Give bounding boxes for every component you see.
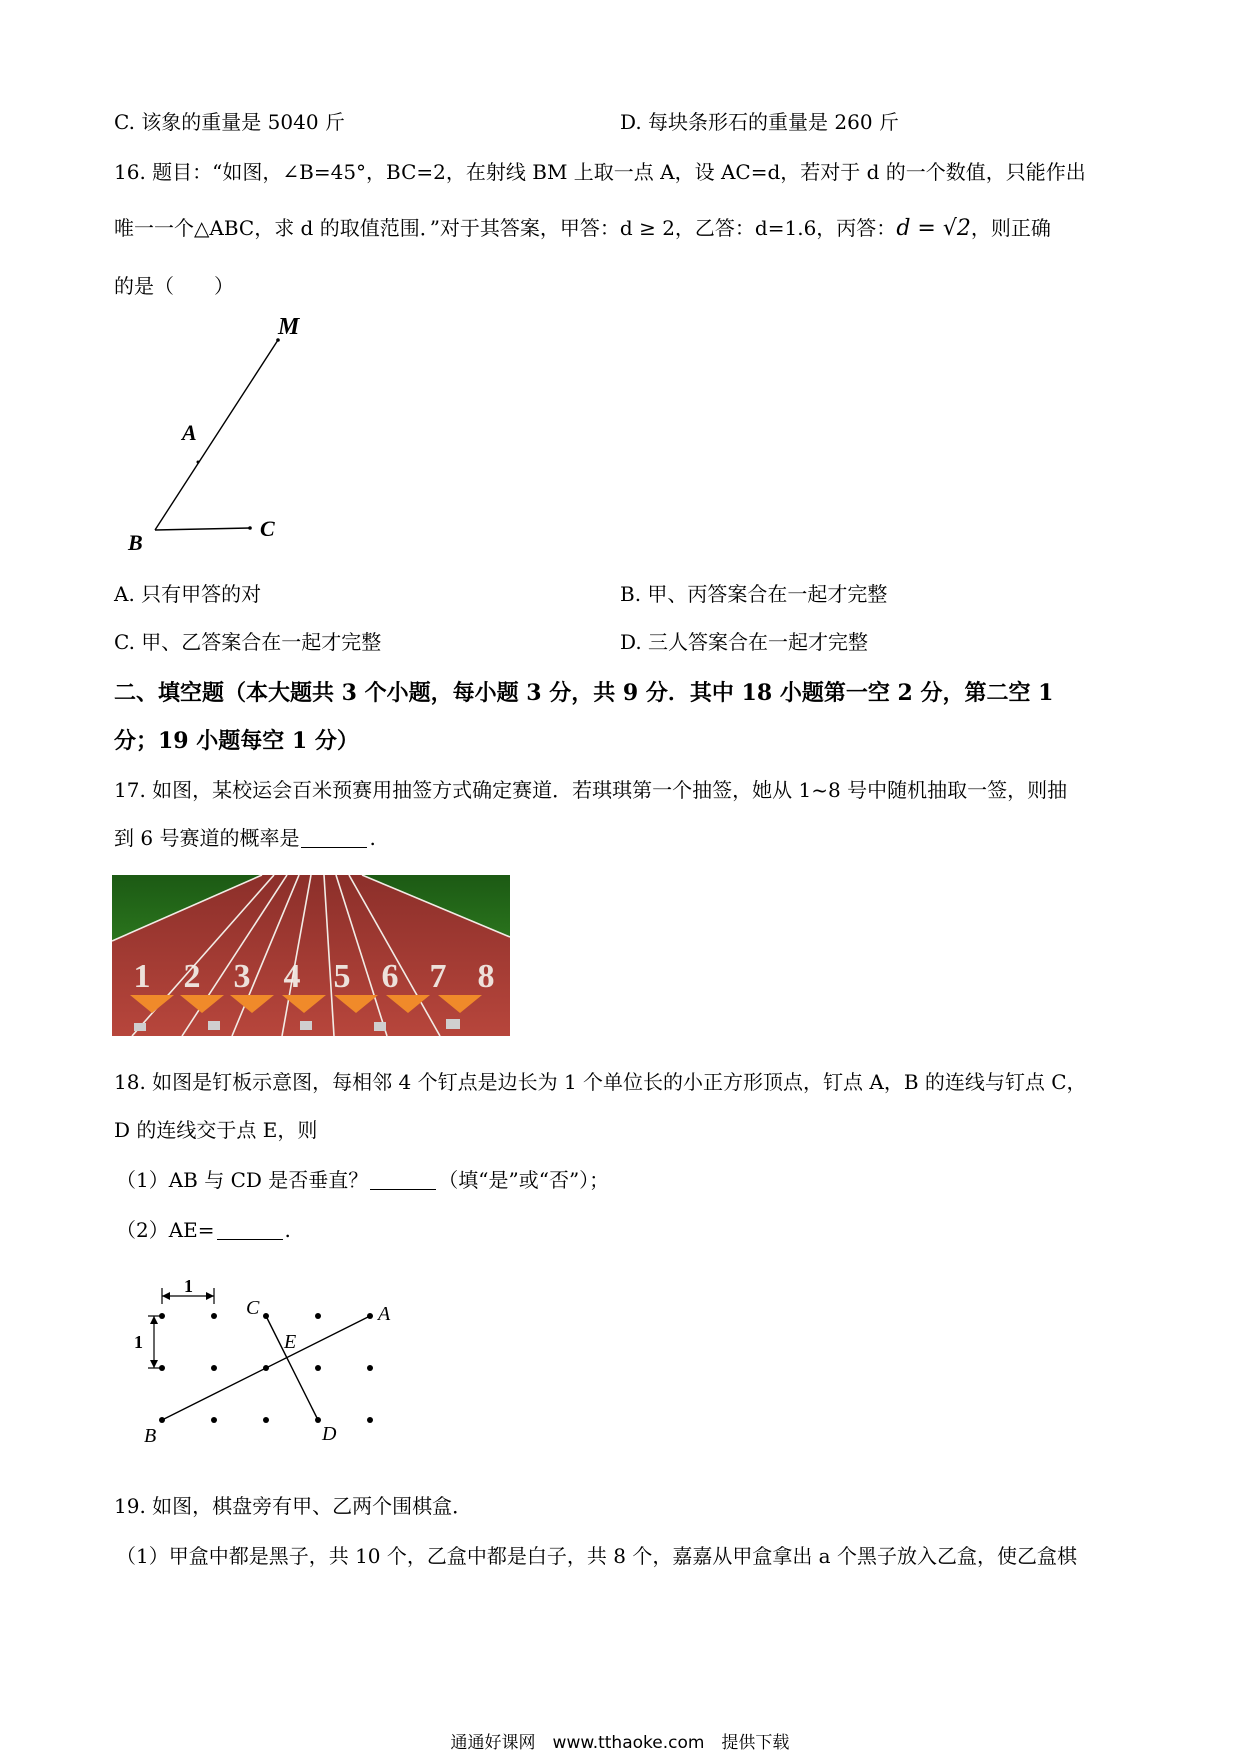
track-number-6: 6 xyxy=(381,958,399,995)
q17-line2-end: . xyxy=(369,826,376,850)
running-track-image xyxy=(112,875,510,1036)
label-a: A xyxy=(378,1303,391,1325)
page-footer: 通通好课网 www.tthaoke.com 提供下载 xyxy=(450,1733,790,1753)
q18-nail-board-figure xyxy=(120,1280,410,1455)
label-d: D xyxy=(322,1423,337,1445)
q16-line1: 16. 题目：“如图，∠B=45°，BC=2，在射线 BM 上取一点 A，设 AC=d，若对于 d 的一个数值，只能作出 xyxy=(114,160,1086,184)
label-b: B xyxy=(128,530,143,555)
q18-sub2 xyxy=(116,1214,291,1243)
q18-line2: D 的连线交于点 E，则 xyxy=(114,1118,318,1142)
track-number-1: 1 xyxy=(133,958,151,995)
q16-line3: 的是（ ） xyxy=(114,274,234,298)
label-c: C xyxy=(260,516,275,541)
option-d-prev: D. 每块条形石的重量是 260 斤 xyxy=(620,110,899,134)
q17-answer-blank xyxy=(301,827,367,848)
unit-h-label: 1 xyxy=(184,1280,193,1296)
track-number-7: 7 xyxy=(429,958,447,995)
track-number-4: 4 xyxy=(283,958,301,995)
q18-sub1-text: （1）AB 与 CD 是否垂直？ xyxy=(116,1168,369,1192)
unit-v-label: 1 xyxy=(134,1332,143,1352)
track-number-2: 2 xyxy=(183,958,201,995)
q17-line2 xyxy=(114,822,376,851)
q18-sub1-hint: （填“是”或“否”）； xyxy=(438,1168,610,1192)
label-e: E xyxy=(284,1331,297,1353)
q16-option-a: A. 只有甲答的对 xyxy=(114,582,262,606)
label-a: A xyxy=(182,420,197,445)
q16-sqrt-expr: d = √2 xyxy=(896,216,971,241)
q19-line2: （1）甲盒中都是黑子，共 10 个，乙盒中都是白子，共 8 个，嘉嘉从甲盒拿出 a 个黑子放入乙盒，使乙盒棋 xyxy=(116,1544,1077,1568)
q17-line2-text: 到 6 号赛道的概率是 xyxy=(114,826,300,850)
q18-line1: 18. 如图是钉板示意图，每相邻 4 个钉点是边长为 1 个单位长的小正方形顶点，钉点 A，B 的连线与钉点 C， xyxy=(114,1070,1087,1094)
q16-line2-text: 唯一一个△ABC，求 d 的取值范围．”对于其答案，甲答：d ≥ 2，乙答：d=1.6，丙答： xyxy=(114,216,897,240)
label-m: M xyxy=(278,314,300,340)
track-number-5: 5 xyxy=(333,958,351,995)
q17-line1: 17. 如图，某校运会百米预赛用抽签方式确定赛道．若琪琪第一个抽签，她从 1~8 号中随机抽取一签，则抽 xyxy=(114,778,1068,802)
q16-option-d: D. 三人答案合在一起才完整 xyxy=(620,630,869,654)
q16-line2 xyxy=(114,212,1051,241)
track-number-3: 3 xyxy=(233,958,251,995)
section2-heading-line2: 分；19 小题每空 1 分） xyxy=(114,728,359,754)
label-b: B xyxy=(144,1425,157,1447)
q16-line2-end: ，则正确 xyxy=(970,216,1051,240)
track-number-8: 8 xyxy=(477,958,495,995)
q18-sub2-text: （2）AE= xyxy=(116,1218,215,1242)
q18-sub1-blank xyxy=(370,1169,436,1190)
q16-option-c: C. 甲、乙答案合在一起才完整 xyxy=(114,630,382,654)
option-c-prev: C. 该象的重量是 5040 斤 xyxy=(114,110,345,134)
q18-sub2-blank xyxy=(217,1219,283,1240)
q16-figure xyxy=(110,310,320,560)
q19-line1: 19. 如图，棋盘旁有甲、乙两个围棋盒． xyxy=(114,1494,473,1518)
section2-heading-line1: 二、填空题（本大题共 3 个小题，每小题 3 分，共 9 分．其中 18 小题第一空 2 分，第二空 1 xyxy=(114,680,1054,706)
q18-sub1 xyxy=(116,1164,609,1193)
q18-sub2-end: . xyxy=(284,1218,291,1242)
label-c: C xyxy=(246,1297,260,1319)
q16-option-b: B. 甲、丙答案合在一起才完整 xyxy=(620,582,888,606)
